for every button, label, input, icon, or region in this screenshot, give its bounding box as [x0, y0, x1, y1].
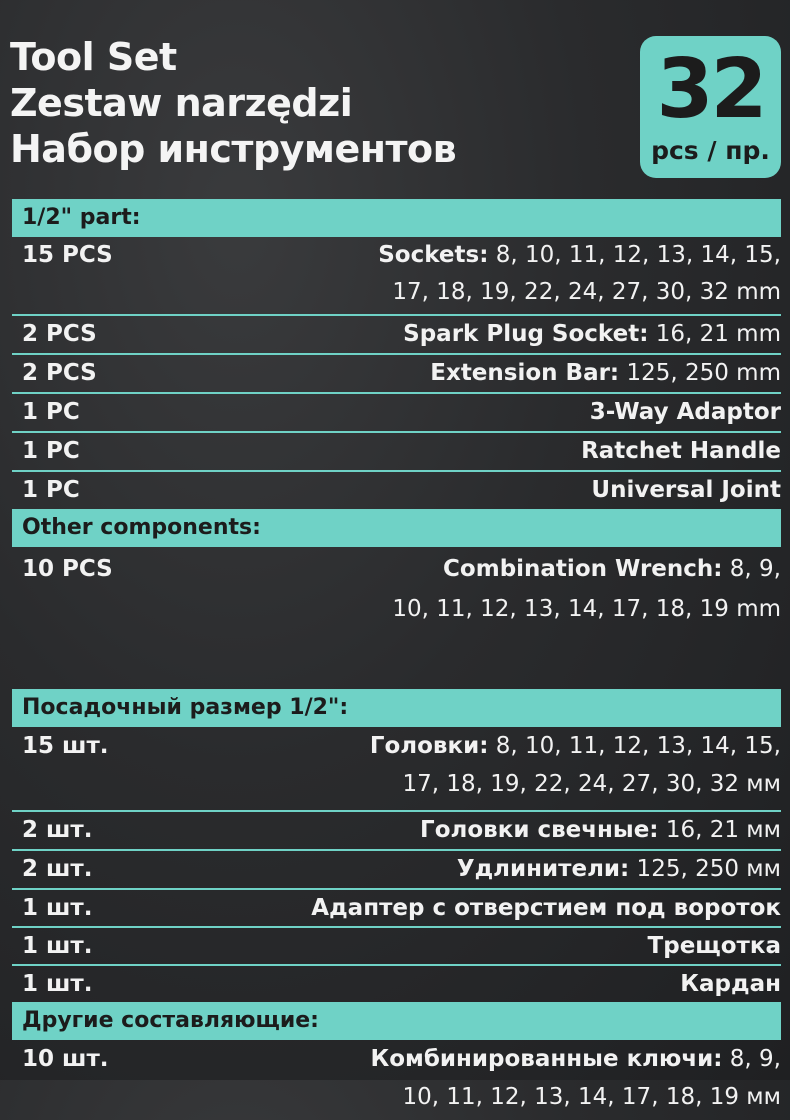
- list-item: [12, 1040, 781, 1120]
- item-name: Extension Bar:: [430, 360, 620, 386]
- title-polish: Zestaw narzędzi: [10, 81, 353, 125]
- item-name: Combination Wrench:: [443, 556, 723, 582]
- item-name: Адаптер с отверстием под вороток: [311, 895, 781, 921]
- item-quantity: 2 PCS: [22, 321, 97, 347]
- list-item: [12, 851, 781, 890]
- item-description: [97, 355, 781, 392]
- item-description: [93, 812, 781, 849]
- item-name: Кардан: [680, 971, 781, 997]
- section-header-other-components-russian: Другие составляющие:: [12, 1002, 781, 1040]
- list-item: [12, 237, 781, 316]
- item-description: [109, 1040, 781, 1116]
- item-quantity: 1 PC: [22, 477, 80, 503]
- item-name: Головки свечные:: [420, 817, 659, 843]
- item-quantity: 2 шт.: [22, 817, 93, 843]
- item-description: [97, 316, 781, 353]
- item-values-continued: 10, 11, 12, 13, 14, 17, 18, 19 mm: [392, 596, 781, 622]
- item-values: 125, 250 mm: [619, 360, 781, 386]
- piece-count-unit: pcs / пр.: [651, 136, 770, 165]
- item-quantity: 2 шт.: [22, 856, 93, 882]
- item-values-continued: 17, 18, 19, 22, 24, 27, 30, 32 mm: [392, 279, 781, 305]
- item-description: [113, 547, 781, 629]
- item-description: [113, 237, 781, 311]
- section-header-russian-half-inch: Посадочный размер 1/2":: [12, 689, 781, 727]
- list-item: [12, 394, 781, 433]
- list-item: [12, 928, 781, 966]
- item-name: Sockets:: [378, 242, 489, 268]
- item-name: Ratchet Handle: [581, 438, 781, 464]
- item-values-continued: 17, 18, 19, 22, 24, 27, 30, 32 мм: [402, 771, 781, 797]
- item-values: 16, 21 mm: [648, 321, 781, 347]
- item-quantity: 15 шт.: [22, 733, 109, 759]
- list-item: [12, 890, 781, 928]
- title-russian: Набор инструментов: [10, 127, 457, 171]
- piece-count-badge: [640, 36, 781, 178]
- item-name: Spark Plug Socket:: [403, 321, 649, 347]
- item-quantity: 1 шт.: [22, 895, 93, 921]
- section-header-other-components: Other components:: [12, 509, 781, 547]
- item-name: Головки:: [369, 733, 489, 759]
- list-item: [12, 316, 781, 355]
- item-name: Комбинированные ключи:: [370, 1046, 723, 1072]
- item-description: [109, 727, 781, 803]
- item-quantity: 10 PCS: [22, 556, 113, 582]
- list-item: [12, 433, 781, 472]
- item-quantity: 15 PCS: [22, 242, 113, 268]
- item-quantity: 1 шт.: [22, 971, 93, 997]
- title-block: [10, 34, 456, 172]
- item-values: 8, 10, 11, 12, 13, 14, 15,: [488, 242, 781, 268]
- item-quantity: 1 шт.: [22, 933, 93, 959]
- list-item: [12, 966, 781, 1002]
- item-values: 8, 9,: [722, 556, 781, 582]
- list-item: [12, 812, 781, 851]
- item-quantity: 1 PC: [22, 438, 80, 464]
- list-item: [12, 355, 781, 394]
- list-item: [12, 727, 781, 812]
- item-quantity: 2 PCS: [22, 360, 97, 386]
- item-name: Удлинители:: [456, 856, 630, 882]
- list-item: [12, 547, 781, 635]
- item-values: 8, 10, 11, 12, 13, 14, 15,: [488, 733, 781, 759]
- title-english: Tool Set: [10, 35, 177, 79]
- item-name: Universal Joint: [591, 477, 781, 503]
- contents-list: [12, 199, 781, 1120]
- item-name: Трещотка: [647, 933, 781, 959]
- piece-count: 32: [656, 42, 765, 137]
- item-quantity: 10 шт.: [22, 1046, 109, 1072]
- item-values: 8, 9,: [722, 1046, 781, 1072]
- item-values: 16, 21 мм: [658, 817, 781, 843]
- item-values-continued: 10, 11, 12, 13, 14, 17, 18, 19 мм: [402, 1084, 781, 1110]
- item-description: [93, 851, 781, 888]
- item-name: 3-Way Adaptor: [589, 399, 781, 425]
- section-header-half-inch-part: 1/2" part:: [12, 199, 781, 237]
- item-quantity: 1 PC: [22, 399, 80, 425]
- list-item: [12, 472, 781, 509]
- section-spacer: [12, 635, 781, 689]
- item-values: 125, 250 мм: [629, 856, 781, 882]
